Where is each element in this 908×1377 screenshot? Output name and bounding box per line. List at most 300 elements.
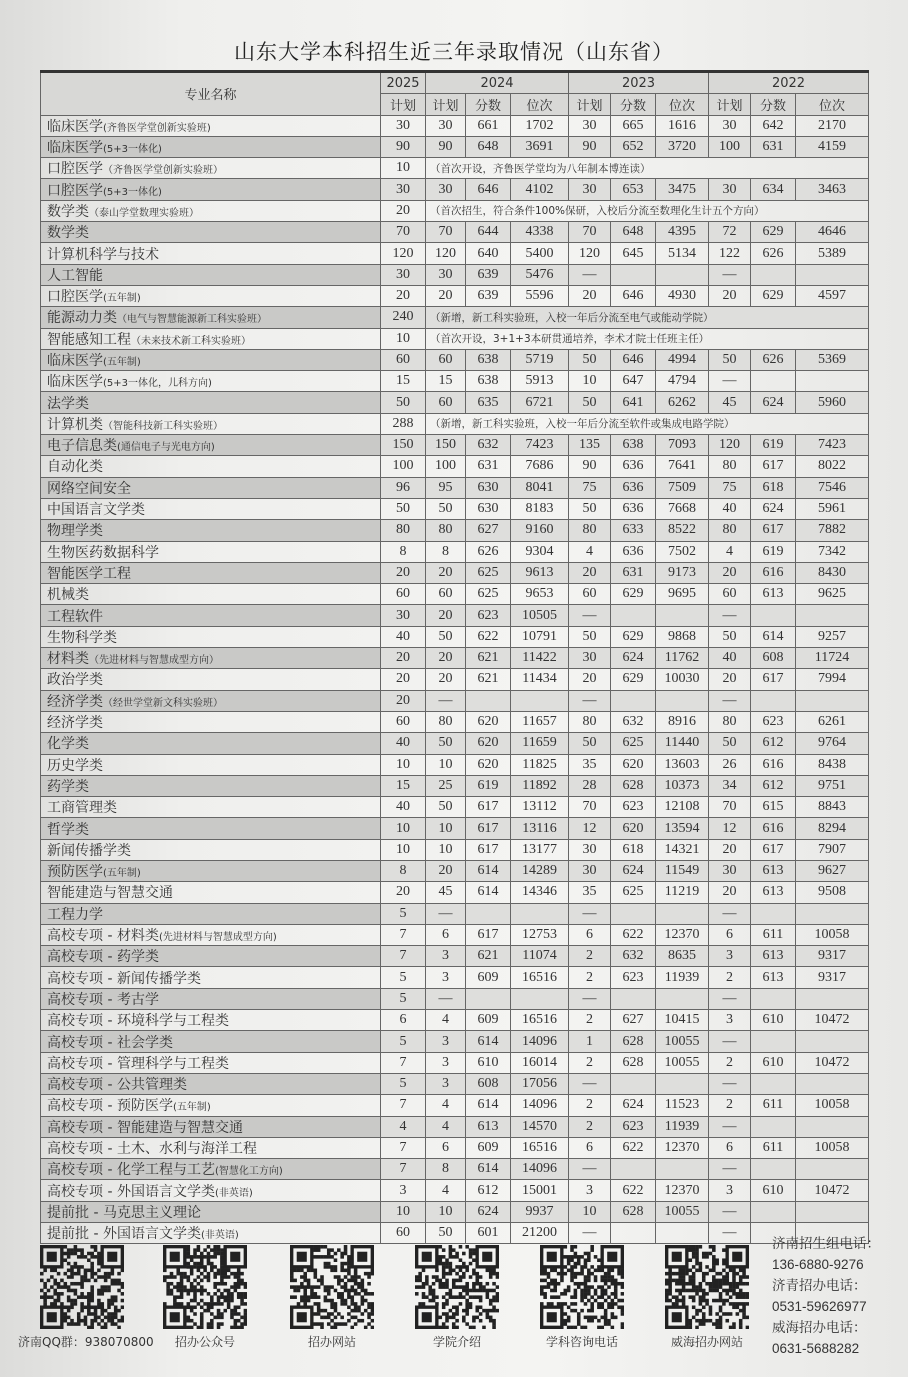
rank-2022-cell: 2170: [796, 115, 869, 136]
plan-2025-cell: 10: [381, 754, 426, 775]
score-2022-cell: 617: [751, 456, 796, 477]
major-name: 经济学类: [47, 715, 103, 732]
score-2023-cell: 646: [611, 349, 656, 370]
rank-2022-cell: 8438: [796, 754, 869, 775]
score-2023-cell: 624: [611, 860, 656, 881]
plan-2022-cell: 60: [709, 584, 751, 605]
table-row: [41, 520, 869, 541]
plan-2025-cell: 5: [381, 1031, 426, 1052]
major-name: 提前批 - 马克思主义理论: [47, 1204, 201, 1221]
score-2023-cell: 653: [611, 179, 656, 200]
major-name-cell: [41, 158, 381, 179]
rank-2023-cell: 7668: [656, 498, 709, 519]
plan-2024-cell: 50: [426, 797, 466, 818]
major-name-cell: [41, 222, 381, 243]
plan-2023-cell: —: [569, 1073, 611, 1094]
score-2022-cell: 611: [751, 1137, 796, 1158]
plan-2023-cell: 35: [569, 754, 611, 775]
major-name-cell: [41, 520, 381, 541]
score-2023-cell: 623: [611, 1116, 656, 1137]
plan-2023-cell: 50: [569, 498, 611, 519]
plan-2025-cell: 5: [381, 967, 426, 988]
plan-2025-cell: 7: [381, 1095, 426, 1116]
rank-2023-cell: [656, 1223, 709, 1244]
table-row: [41, 115, 869, 136]
major-name-cell: [41, 349, 381, 370]
score-2022-cell: 617: [751, 520, 796, 541]
table-row: [41, 285, 869, 306]
plan-2023-cell: 50: [569, 392, 611, 413]
plan-2022-cell: 2: [709, 967, 751, 988]
major-name: 高校专项 - 化学工程与工艺: [47, 1162, 215, 1179]
score-2023-cell: 632: [611, 946, 656, 967]
plan-2022-cell: 2: [709, 1095, 751, 1116]
table-row: [41, 1159, 869, 1180]
rank-2024-cell: 13112: [511, 797, 569, 818]
score-2022-cell: 614: [751, 626, 796, 647]
plan-2025-cell: 7: [381, 1137, 426, 1158]
plan-2022-cell: —: [709, 988, 751, 1009]
plan-2022-cell: 50: [709, 349, 751, 370]
rank-2022-cell: 10472: [796, 1180, 869, 1201]
rank-2024-cell: 11422: [511, 648, 569, 669]
score-2024-cell: 630: [466, 498, 511, 519]
score-2023-cell: 627: [611, 1010, 656, 1031]
rank-2024-cell: 4338: [511, 222, 569, 243]
rank-2023-cell: 14321: [656, 839, 709, 860]
table-row: [41, 967, 869, 988]
major-name: 临床医学: [47, 374, 103, 391]
table-row: [41, 179, 869, 200]
header-score: 分数: [466, 94, 511, 115]
header-year-2024: 2024: [426, 72, 569, 94]
plan-2024-cell: 20: [426, 285, 466, 306]
plan-2022-cell: 2: [709, 1052, 751, 1073]
rank-2022-cell: 9627: [796, 860, 869, 881]
table-row: [41, 605, 869, 626]
rank-2022-cell: [796, 371, 869, 392]
plan-2025-cell: 60: [381, 711, 426, 732]
rank-2022-cell: 9625: [796, 584, 869, 605]
rank-2023-cell: [656, 988, 709, 1009]
score-2023-cell: 638: [611, 435, 656, 456]
plan-2025-cell: 10: [381, 839, 426, 860]
document-title: 山东大学本科招生近三年录取情况（山东省）: [234, 40, 674, 64]
rank-2024-cell: 5913: [511, 371, 569, 392]
score-2022-cell: 612: [751, 733, 796, 754]
major-name: 高校专项 - 考古学: [47, 991, 159, 1008]
rank-2023-cell: 1616: [656, 115, 709, 136]
rank-2022-cell: [796, 264, 869, 285]
rank-2023-cell: [656, 1159, 709, 1180]
plan-2023-cell: 60: [569, 584, 611, 605]
score-2024-cell: 601: [466, 1223, 511, 1244]
plan-2022-cell: —: [709, 605, 751, 626]
rank-2023-cell: 9868: [656, 626, 709, 647]
rank-2024-cell: 9160: [511, 520, 569, 541]
plan-2022-cell: —: [709, 1159, 751, 1180]
plan-2023-cell: —: [569, 264, 611, 285]
plan-2025-cell: 5: [381, 903, 426, 924]
rank-2023-cell: 7093: [656, 435, 709, 456]
rank-2023-cell: 13594: [656, 818, 709, 839]
score-2024-cell: 620: [466, 733, 511, 754]
plan-2024-cell: 45: [426, 882, 466, 903]
score-2024-cell: 631: [466, 456, 511, 477]
plan-2025-cell: 7: [381, 924, 426, 945]
plan-2022-cell: 122: [709, 243, 751, 264]
note-cell: （首次招生，符合条件100%保研，入校后分流至数理化生计五个方向）: [426, 200, 869, 221]
plan-2023-cell: 80: [569, 520, 611, 541]
score-2022-cell: 611: [751, 924, 796, 945]
rank-2022-cell: 4597: [796, 285, 869, 306]
table-row: [41, 264, 869, 285]
contact-label: 威海招办电话：: [772, 1320, 867, 1335]
table-row: [41, 498, 869, 519]
table-row: [41, 1223, 869, 1244]
score-2024-cell: 635: [466, 392, 511, 413]
rank-2022-cell: 4646: [796, 222, 869, 243]
major-name: 高校专项 - 社会学类: [47, 1034, 173, 1051]
header-plan: 计划: [381, 94, 426, 115]
rank-2022-cell: 9317: [796, 967, 869, 988]
major-name-cell: [41, 1180, 381, 1201]
score-2022-cell: 613: [751, 882, 796, 903]
major-name: 高校专项 - 材料类: [47, 928, 159, 945]
rank-2023-cell: 12370: [656, 1180, 709, 1201]
score-2023-cell: 618: [611, 839, 656, 860]
major-name-cell: [41, 307, 381, 328]
qr-code-block: [415, 1245, 499, 1350]
header-year-2025: 2025: [381, 72, 426, 94]
major-subtitle: (五年制): [172, 1102, 211, 1114]
score-2024-cell: 644: [466, 222, 511, 243]
major-subtitle: (5+3一体化，儿科方向): [103, 378, 212, 390]
rank-2024-cell: 7423: [511, 435, 569, 456]
table-row: [41, 1095, 869, 1116]
plan-2025-cell: 4: [381, 1116, 426, 1137]
major-name-cell: [41, 498, 381, 519]
major-name: 数学类: [47, 203, 89, 220]
plan-2025-cell: 7: [381, 1159, 426, 1180]
contact-phone: 0631-5688282: [772, 1341, 860, 1356]
score-2022-cell: 616: [751, 818, 796, 839]
major-name: 高校专项 - 管理科学与工程类: [47, 1055, 229, 1072]
rank-2022-cell: 7907: [796, 839, 869, 860]
rank-2023-cell: 4930: [656, 285, 709, 306]
major-name-cell: [41, 839, 381, 860]
score-2022-cell: [751, 1159, 796, 1180]
rank-2022-cell: 3463: [796, 179, 869, 200]
table-row: [41, 690, 869, 711]
rank-2023-cell: 11440: [656, 733, 709, 754]
plan-2022-cell: 20: [709, 562, 751, 583]
score-2024-cell: 638: [466, 349, 511, 370]
qr-code-label: 招办网站: [307, 1335, 356, 1349]
major-name: 高校专项 - 药学类: [47, 949, 159, 966]
plan-2025-cell: 50: [381, 392, 426, 413]
score-2023-cell: 636: [611, 456, 656, 477]
major-name: 高校专项 - 土木、水利与海洋工程: [47, 1140, 257, 1157]
score-2023-cell: 623: [611, 967, 656, 988]
plan-2023-cell: 70: [569, 222, 611, 243]
score-2023-cell: 629: [611, 584, 656, 605]
rank-2024-cell: [511, 988, 569, 1009]
plan-2022-cell: 20: [709, 669, 751, 690]
score-2024-cell: 612: [466, 1180, 511, 1201]
plan-2024-cell: 20: [426, 860, 466, 881]
plan-2024-cell: 90: [426, 136, 466, 157]
major-name-cell: [41, 626, 381, 647]
major-name-cell: [41, 1201, 381, 1222]
score-2024-cell: 661: [466, 115, 511, 136]
plan-2025-cell: 60: [381, 349, 426, 370]
plan-2025-cell: 120: [381, 243, 426, 264]
major-name-cell: [41, 200, 381, 221]
plan-2023-cell: 28: [569, 775, 611, 796]
score-2023-cell: 629: [611, 669, 656, 690]
major-name: 历史学类: [47, 757, 103, 774]
table-row: [41, 648, 869, 669]
score-2023-cell: 624: [611, 1095, 656, 1116]
score-2022-cell: 629: [751, 285, 796, 306]
rank-2023-cell: 11219: [656, 882, 709, 903]
table-row: [41, 839, 869, 860]
major-name: 网络空间安全: [47, 480, 131, 497]
score-2022-cell: 610: [751, 1180, 796, 1201]
major-name-cell: [41, 371, 381, 392]
rank-2024-cell: 5596: [511, 285, 569, 306]
table-row: [41, 1201, 869, 1222]
score-2023-cell: 620: [611, 818, 656, 839]
plan-2024-cell: 95: [426, 477, 466, 498]
plan-2022-cell: —: [709, 264, 751, 285]
plan-2023-cell: 80: [569, 711, 611, 732]
major-name-cell: [41, 328, 381, 349]
plan-2023-cell: —: [569, 1223, 611, 1244]
plan-2022-cell: 40: [709, 648, 751, 669]
rank-2024-cell: 9937: [511, 1201, 569, 1222]
plan-2025-cell: 30: [381, 179, 426, 200]
major-name-cell: [41, 711, 381, 732]
major-name: 智能建造与智慧交通: [47, 885, 173, 902]
table-row: [41, 541, 869, 562]
score-2024-cell: 627: [466, 520, 511, 541]
plan-2024-cell: 120: [426, 243, 466, 264]
plan-2025-cell: 240: [381, 307, 426, 328]
major-name: 中国语言文学类: [47, 502, 145, 519]
score-2023-cell: 648: [611, 222, 656, 243]
major-name: 药学类: [47, 778, 89, 795]
header-rank: 位次: [656, 94, 709, 115]
plan-2024-cell: 20: [426, 605, 466, 626]
plan-2023-cell: —: [569, 605, 611, 626]
score-2024-cell: 624: [466, 1201, 511, 1222]
major-name: 口腔医学: [47, 182, 103, 199]
plan-2023-cell: 2: [569, 946, 611, 967]
plan-2022-cell: 80: [709, 456, 751, 477]
rank-2023-cell: 4395: [656, 222, 709, 243]
plan-2022-cell: —: [709, 1073, 751, 1094]
plan-2022-cell: —: [709, 903, 751, 924]
plan-2024-cell: 3: [426, 1073, 466, 1094]
rank-2023-cell: 8635: [656, 946, 709, 967]
plan-2022-cell: 34: [709, 775, 751, 796]
plan-2022-cell: 30: [709, 860, 751, 881]
rank-2023-cell: 7641: [656, 456, 709, 477]
qr-code-icon: [665, 1245, 749, 1329]
major-name-cell: [41, 946, 381, 967]
score-2023-cell: 629: [611, 626, 656, 647]
plan-2024-cell: 3: [426, 946, 466, 967]
rank-2024-cell: 11434: [511, 669, 569, 690]
major-subtitle: （智能科技新工科实验班）: [103, 420, 223, 432]
plan-2023-cell: 2: [569, 1116, 611, 1137]
major-subtitle: (5+3一体化): [103, 144, 162, 156]
score-2024-cell: [466, 988, 511, 1009]
plan-2025-cell: 20: [381, 690, 426, 711]
score-2023-cell: 645: [611, 243, 656, 264]
score-2022-cell: 617: [751, 839, 796, 860]
plan-2022-cell: —: [709, 1031, 751, 1052]
score-2024-cell: 648: [466, 136, 511, 157]
rank-2022-cell: [796, 1073, 869, 1094]
rank-2022-cell: 5369: [796, 349, 869, 370]
plan-2022-cell: 20: [709, 839, 751, 860]
score-2022-cell: [751, 903, 796, 924]
rank-2022-cell: 9508: [796, 882, 869, 903]
plan-2023-cell: —: [569, 690, 611, 711]
table-row: [41, 1073, 869, 1094]
score-2023-cell: 641: [611, 392, 656, 413]
table-row: [41, 733, 869, 754]
plan-2023-cell: 4: [569, 541, 611, 562]
header-year-2023: 2023: [569, 72, 709, 94]
rank-2022-cell: 5961: [796, 498, 869, 519]
major-name-cell: [41, 690, 381, 711]
note-cell: （新增，新工科实验班，入校一年后分流至软件或集成电路学院）: [426, 413, 869, 434]
score-2022-cell: 624: [751, 392, 796, 413]
rank-2024-cell: 16516: [511, 967, 569, 988]
major-name-cell: [41, 1116, 381, 1137]
rank-2023-cell: [656, 903, 709, 924]
plan-2024-cell: 4: [426, 1010, 466, 1031]
rank-2022-cell: 8022: [796, 456, 869, 477]
major-name-cell: [41, 562, 381, 583]
major-subtitle: （齐鲁医学堂创新实验班）: [103, 165, 223, 177]
major-name-cell: [41, 733, 381, 754]
qr-code-icon: [415, 1245, 499, 1329]
rank-2022-cell: 7994: [796, 669, 869, 690]
plan-2024-cell: 50: [426, 498, 466, 519]
plan-2023-cell: 2: [569, 1052, 611, 1073]
plan-2022-cell: 45: [709, 392, 751, 413]
rank-2022-cell: [796, 1031, 869, 1052]
score-2022-cell: 624: [751, 498, 796, 519]
score-2023-cell: 622: [611, 1180, 656, 1201]
rank-2022-cell: [796, 690, 869, 711]
score-2024-cell: 621: [466, 946, 511, 967]
plan-2023-cell: 1: [569, 1031, 611, 1052]
rank-2024-cell: 7686: [511, 456, 569, 477]
header-plan: 计划: [569, 94, 611, 115]
rank-2022-cell: [796, 1201, 869, 1222]
score-2023-cell: [611, 605, 656, 626]
plan-2022-cell: 6: [709, 1137, 751, 1158]
plan-2024-cell: 50: [426, 733, 466, 754]
rank-2023-cell: 8916: [656, 711, 709, 732]
plan-2024-cell: 60: [426, 349, 466, 370]
plan-2023-cell: 6: [569, 924, 611, 945]
rank-2023-cell: 10373: [656, 775, 709, 796]
plan-2024-cell: 4: [426, 1180, 466, 1201]
table-body: [41, 115, 869, 1244]
rank-2024-cell: 14096: [511, 1031, 569, 1052]
major-name-cell: [41, 413, 381, 434]
score-2024-cell: [466, 690, 511, 711]
table-row: [41, 860, 869, 881]
score-2024-cell: 619: [466, 775, 511, 796]
major-name-cell: [41, 179, 381, 200]
major-name-cell: [41, 903, 381, 924]
rank-2024-cell: 12753: [511, 924, 569, 945]
plan-2023-cell: 3: [569, 1180, 611, 1201]
score-2024-cell: 630: [466, 477, 511, 498]
rank-2023-cell: 9173: [656, 562, 709, 583]
major-name: 提前批 - 外国语言文学类: [47, 1226, 201, 1243]
plan-2025-cell: 15: [381, 775, 426, 796]
major-subtitle: （经世学堂新文科实验班）: [103, 697, 223, 709]
rank-2024-cell: 13177: [511, 839, 569, 860]
rank-2024-cell: 14096: [511, 1095, 569, 1116]
rank-2022-cell: 11724: [796, 648, 869, 669]
major-name: 口腔医学: [47, 161, 103, 178]
header-rank: 位次: [796, 94, 869, 115]
rank-2024-cell: 5719: [511, 349, 569, 370]
plan-2024-cell: 30: [426, 115, 466, 136]
plan-2024-cell: 3: [426, 967, 466, 988]
rank-2023-cell: 12370: [656, 1137, 709, 1158]
rank-2024-cell: 9613: [511, 562, 569, 583]
major-name: 临床医学: [47, 353, 103, 369]
qr-code-block: [665, 1245, 749, 1350]
rank-2024-cell: 3691: [511, 136, 569, 157]
score-2024-cell: 622: [466, 626, 511, 647]
major-name: 计算机科学与技术: [47, 246, 159, 263]
major-subtitle: (非英语): [200, 1230, 239, 1242]
plan-2024-cell: 80: [426, 520, 466, 541]
rank-2023-cell: 11762: [656, 648, 709, 669]
table-row: [41, 1010, 869, 1031]
score-2022-cell: 610: [751, 1052, 796, 1073]
plan-2023-cell: 30: [569, 115, 611, 136]
plan-2022-cell: 3: [709, 946, 751, 967]
major-name-cell: [41, 797, 381, 818]
header-plan: 计划: [709, 94, 751, 115]
rank-2022-cell: [796, 605, 869, 626]
rank-2024-cell: 11074: [511, 946, 569, 967]
rank-2023-cell: 5134: [656, 243, 709, 264]
score-2023-cell: 633: [611, 520, 656, 541]
rank-2022-cell: 7546: [796, 477, 869, 498]
score-2024-cell: [466, 903, 511, 924]
major-name-cell: [41, 285, 381, 306]
table-row: [41, 477, 869, 498]
score-2023-cell: [611, 1223, 656, 1244]
rank-2024-cell: [511, 903, 569, 924]
major-name-cell: [41, 605, 381, 626]
plan-2022-cell: 100: [709, 136, 751, 157]
